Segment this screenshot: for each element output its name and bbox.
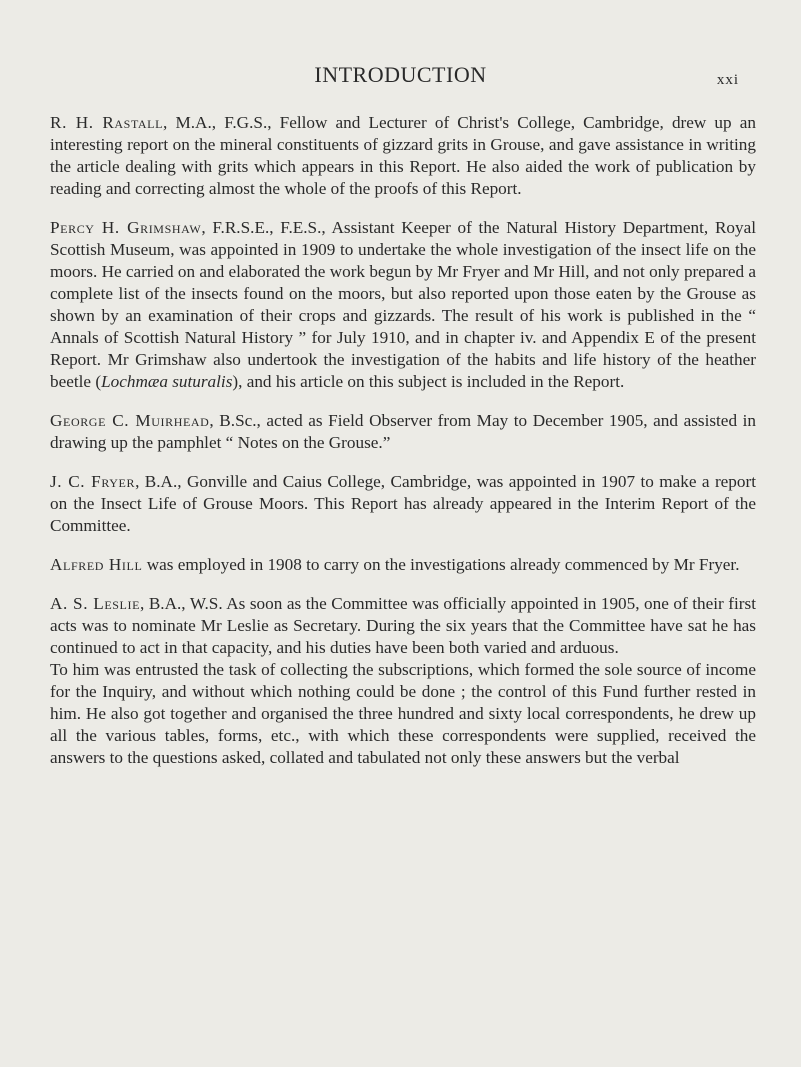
- paragraph-text: ), and his article on this subject is included in the Report.: [232, 372, 625, 391]
- paragraph-text: , B.A., W.S. As soon as the Committee was officially appointed in 1905, one of their first acts was to nominate Mr Leslie as Secretary. During the six years that the Committee have sat he has continued to act in that capacity, and his duties have been both varied and arduous.: [50, 594, 756, 657]
- paragraph-text: , M.A., F.G.S., Fellow and Lecturer of Christ's College, Cambridge, drew up an interesting report on the mineral constituents of gizzard grits in Grouse, and gave assistance in writing the article dealing with grits which appears in this Report. He also aided the work of publication by reading and correcting almost the whole of the proofs of this Report.: [50, 113, 756, 198]
- person-name: Percy H. Grimshaw: [50, 218, 202, 237]
- person-name: Alfred Hill: [50, 555, 143, 574]
- paragraph-leslie: [50, 593, 756, 659]
- paragraph-text: , B.Sc., acted as Field Observer from May to December 1905, and assisted in drawing up the pamphlet “ Notes on the Grouse.”: [50, 411, 756, 452]
- paragraph-hill: [50, 554, 756, 576]
- body-text: [50, 112, 756, 786]
- running-head: INTRODUCTION: [314, 62, 487, 87]
- paragraph-muirhead: [50, 410, 756, 454]
- paragraph-text: , F.R.S.E., F.E.S., Assistant Keeper of the Natural History Department, Royal Scottish Museum, was appointed in 1909 to undertake the whole investigation of the insect life on the moors. He carried on and elaborated the work begun by Mr Fryer and Mr Hill, and not only prepared a complete list of the insects found on the moors, but also reported upon those eaten by the Grouse as shown by an examination of their crops and gizzards. The result of his work is published in the “ Annals of Scottish Natural History ” for July 1910, and in chapter iv. and Appendix E of the present Report. Mr Grimshaw also undertook the investigation of the habits and life history of the heather beetle (: [50, 218, 756, 391]
- paragraph-continuation: To him was entrusted the task of collecting the subscriptions, which formed the sole source of income for the Inquiry, and without which nothing could be done ; the control of this Fund further rested in him. He also got together and organised the three hundred and sixty local correspondents, he drew up all the various tables, forms, etc., with which these correspondents were supplied, received the answers to the questions asked, collated and tabulated not only these answers but the verbal: [50, 660, 756, 767]
- paragraph-fryer: [50, 471, 756, 537]
- paragraph-grimshaw: [50, 217, 756, 393]
- person-name: J. C. Fryer: [50, 472, 136, 491]
- person-name: R. H. Rastall: [50, 113, 164, 132]
- person-name: A. S. Leslie: [50, 594, 140, 613]
- paragraph-text: , B.A., Gonville and Caius College, Cambridge, was appointed in 1907 to make a report on the Insect Life of Grouse Moors. This Report has already appeared in the Interim Report of the Committee.: [50, 472, 756, 535]
- paragraph-rastall: [50, 112, 756, 200]
- page-number: xxi: [716, 72, 739, 88]
- paragraph-text: was employed in 1908 to carry on the investigations already commenced by Mr Fryer.: [142, 555, 740, 574]
- species-name: Lochmæa suturalis: [101, 372, 233, 391]
- person-name: George C. Muirhead: [50, 411, 210, 430]
